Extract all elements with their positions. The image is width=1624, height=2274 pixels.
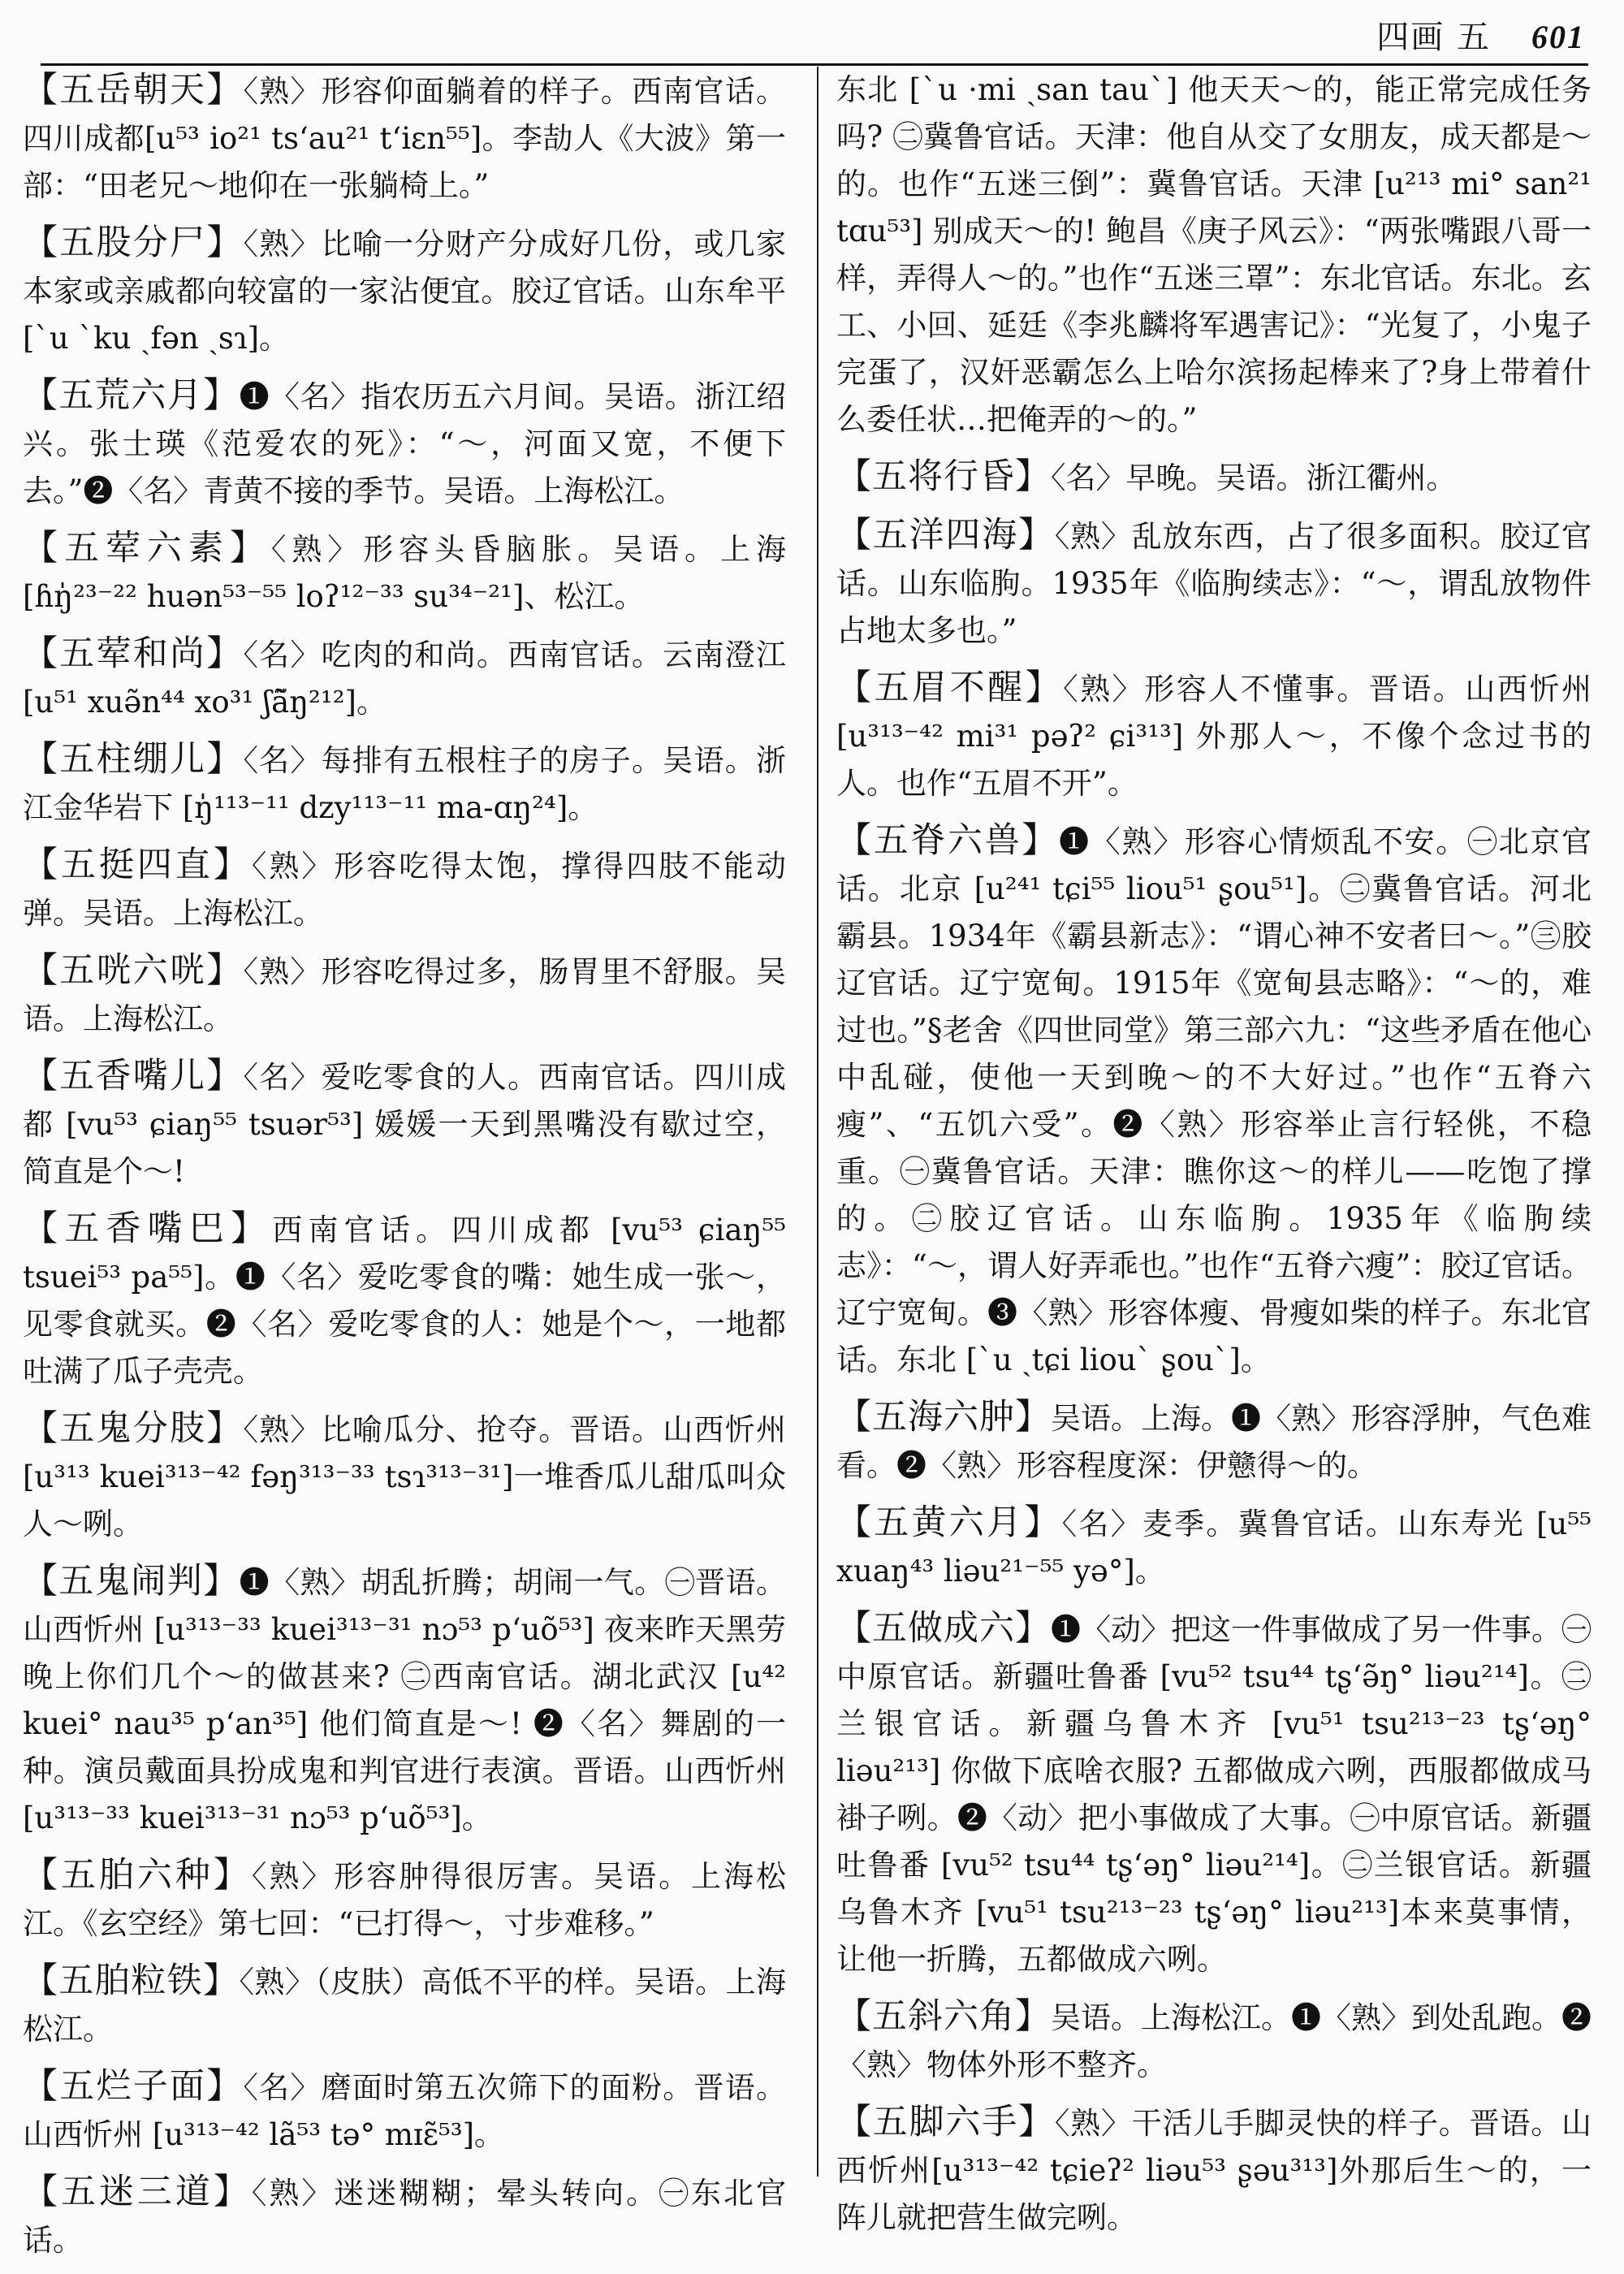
right-column (836, 67, 1592, 2251)
entry-headword: 【五洋四海】 (836, 515, 1055, 556)
entry-definition: 〈熟〉形容吃得过多，肠胃里不舒服。吴语。上海松江。 (23, 954, 787, 1036)
dictionary-entry (23, 1852, 786, 1948)
entry-headword: 【五斜六角】 (836, 1996, 1051, 2037)
entry-headword: 【五荤和尚】 (23, 633, 244, 674)
entry-headword: 【五香嘴儿】 (23, 1056, 244, 1096)
entry-headword: 【五荤六素】 (23, 528, 271, 568)
section-label: 四画 五 (1376, 19, 1491, 56)
entry-definition: 〈名〉麦季。冀鲁官话。山东寿光 [u⁵⁵ xuaŋ⁴³ liəu²¹⁻⁵⁵ yə°]。 (836, 1507, 1592, 1589)
entry-headword: 【五咣六咣】 (23, 950, 244, 991)
entry-definition: ❶〈熟〉形容心情烦乱不安。㊀北京官话。北京 [u²⁴¹ tɕi⁵⁵ liou⁵¹ ʂou⁵¹]。㊁冀鲁官话。河北霸县。1934年《霸县新志》：“谓心神不安者曰～。”㊂胶辽官话。辽宁宽甸。1915年《宽甸县志略》：“～的，难过也。”§老舍《四世同堂》第三部六九：“这些矛盾在他心中乱碰，使他一天到晚～的不大好过。”也作“五脊六瘦”、“五饥六受”。❷〈熟〉形容举止言行轻佻，不稳重。㊀冀鲁官话。天津：瞧你这～的样儿——吃饱了撑的。㊁胶辽官话。山东临朐。1935年《临朐续志》：“～，谓人好弄乖也。”也作“五脊六瘦”：胶辽官话。辽宁宽甸。❸〈熟〉形容体瘦、骨瘦如柴的样子。东北官话。东北 [ˋu ˏtɕi liouˋ ʂouˋ]。 (836, 824, 1592, 1377)
entry-definition: 〈名〉磨面时第五次筛下的面粉。晋语。山西忻州 [u³¹³⁻⁴² lã⁵³ tə° mɪɛ̃⁵³]。 (23, 2070, 787, 2152)
dictionary-entry (836, 1499, 1592, 1595)
entry-headword: 【五黄六月】 (836, 1502, 1062, 1543)
entry-definition: ❶〈动〉把这一件事做成了另一件事。㊀中原官话。新疆吐鲁番 [vu⁵² tsu⁴⁴ tʂʻə̃ŋ° liəu²¹⁴]。㊁兰银官话。新疆乌鲁木齐 [vu⁵¹ tsu²¹³⁻²³ tʂʻəŋ° liəu²¹³] 你做下底啥衣服? 五都做成六咧，西服都做成马褂子咧。❷〈动〉把小事做成了大事。㊀中原官话。新疆吐鲁番 [vu⁵² tsu⁴⁴ tʂʻəŋ° liəu²¹⁴]。㊁兰银官话。新疆乌鲁木齐 [vu⁵¹ tsu²¹³⁻²³ tʂʻəŋ° liəu²¹³]本来莫事情，让他一折腾，五都做成六咧。 (836, 1612, 1592, 1977)
dictionary-entry (836, 1605, 1592, 1983)
dictionary-entry (836, 664, 1592, 807)
entry-definition: ❶〈熟〉胡乱折腾；胡闹一气。㊀晋语。山西忻州 [u³¹³⁻³³ kuei³¹³⁻³¹ nɔ⁵³ pʻuõ⁵³] 夜来昨天黑劳晚上你们几个～的做甚来? ㊁西南官话。湖北武汉 [u⁴² kuei° nau³⁵ pʻan³⁵] 他们简直是～! ❷〈名〉舞剧的一种。演员戴面具扮成鬼和判官进行表演。晋语。山西忻州 [u³¹³⁻³³ kuei³¹³⁻³¹ nɔ⁵³ pʻuõ⁵³]。 (23, 1565, 786, 1835)
entry-definition: 〈名〉早晚。吴语。浙江衢州。 (1051, 460, 1457, 495)
entry-headword: 【五脚六手】 (836, 2102, 1055, 2142)
entry-headword: 【五胉粒铁】 (23, 1961, 240, 2001)
entry-definition: 〈熟〉形容吃得太饱，撑得四肢不能动弹。吴语。上海松江。 (23, 849, 787, 931)
entry-definition: 〈名〉爱吃零食的人。西南官话。四川成都 [vu⁵³ ɕiaŋ⁵⁵ tsuər⁵³] 媛媛一天到黑嘴没有歇过空，简直是个～! (23, 1060, 787, 1189)
entry-definition: 〈熟〉比喻一分财产分成好几份，或几家本家或亲戚都向较富的一家沾便宜。胶辽官话。山东牟平 [ˋu ˋku ˏfən ˏsɿ]。 (23, 227, 787, 356)
entry-headword: 【五鬼闹判】 (23, 1561, 240, 1602)
entry-definition: 〈熟〉比喻瓜分、抢夺。晋语。山西忻州 [u³¹³ kuei³¹³⁻⁴² fəŋ³¹³⁻³³ tsɿ³¹³⁻³¹]一堆香瓜儿甜瓜叫众人～咧。 (23, 1412, 787, 1541)
left-column (23, 67, 786, 2274)
entry-definition: 吴语。上海。❶〈熟〉形容浮肿，气色难看。❷〈熟〉形容程度深：伊戆得～的。 (836, 1401, 1592, 1483)
entry-definition: 吴语。上海松江。❶〈熟〉到处乱跑。❷〈熟〉物体外形不整齐。 (836, 2000, 1592, 2082)
entry-headword: 【五岳朝天】 (23, 70, 244, 110)
dictionary-entry (23, 2063, 786, 2159)
entry-definition: 〈熟〉乱放东西，占了很多面积。胶辽官话。山东临朐。1935年《临朐续志》：“～，谓乱放物件占地太多也。” (836, 519, 1592, 648)
entry-definition: 〈熟〉（皮肤）高低不平的样。吴语。上海松江。 (23, 1965, 786, 2047)
entry-headword: 【五海六肿】 (836, 1397, 1051, 1437)
entry-headword: 【五股分尸】 (23, 223, 244, 263)
dictionary-entry (23, 219, 786, 362)
entry-headword: 【五脊六兽】 (836, 820, 1060, 861)
entry-definition: 西南官话。四川成都 [vu⁵³ ɕiaŋ⁵⁵ tsuei⁵³ pa⁵⁵]。❶〈名〉爱吃零食的嘴：她生成一张～，见零食就买。❷〈名〉爱吃零食的人：她是个～，一地都吐满了瓜子壳壳。 (23, 1213, 786, 1389)
page-number: 601 (1531, 19, 1585, 55)
entry-definition: 〈名〉吃肉的和尚。西南官话。云南澄江 [u⁵¹ xuə̃n⁴⁴ xo³¹ ʃã̃ŋ²¹²]。 (23, 638, 787, 720)
entry-headword: 【五荒六月】 (23, 375, 240, 416)
dictionary-entry (23, 1957, 786, 2053)
entry-headword: 【五香嘴巴】 (23, 1208, 273, 1249)
entry-headword: 【五烂子面】 (23, 2066, 244, 2107)
entry-definition: ❶〈名〉指农历五六月间。吴语。浙江绍兴。张士瑛《范爱农的死》：“～，河面又宽，不便下去。”❷〈名〉青黄不接的季节。吴语。上海松江。 (23, 379, 786, 508)
running-header (1376, 11, 1585, 58)
dictionary-entry (23, 1558, 786, 1842)
entry-definition: 〈熟〉迷迷糊糊；晕头转向。㊀东北官话。 (23, 2176, 787, 2258)
entry-definition: 〈熟〉形容肿得很厉害。吴语。上海松江。《玄空经》第七回：“已打得～，寸步难移。” (23, 1859, 787, 1941)
dictionary-entry (23, 1405, 786, 1548)
dictionary-entry (836, 1993, 1592, 2089)
dictionary-entry (836, 817, 1592, 1384)
dictionary-entry (23, 1205, 786, 1395)
dictionary-entry (23, 372, 786, 515)
entry-headword: 【五柱绷儿】 (23, 739, 244, 780)
dictionary-entry (836, 512, 1592, 655)
entry-definition: 东北 [ˋu ·mi ˏsan tauˋ] 他天天～的，能正常完成任务吗? ㊁冀鲁官话。天津：他自从交了女朋友，成天都是～的。也作“五迷三倒”：冀鲁官话。天津 [u²¹³ mi° san²¹ tɑu⁵³] 别成天～的! 鲍昌《庚子风云》：“两张嘴跟八哥一样，弄得人～的。”也作“五迷三罩”：东北官话。东北。玄工、小回、延廷《李兆麟将军遇害记》：“光复了，小鬼子完蛋了，汉奸恶霸怎么上哈尔滨扬起棒来了?身上带着什么委任状…把俺弄的～的。” (836, 72, 1592, 437)
dictionary-entry (836, 453, 1592, 502)
dictionary-entry (23, 736, 786, 832)
entry-definition: 〈名〉每排有五根柱子的房子。吴语。浙江金华岩下 [ŋ̍¹¹³⁻¹¹ dzy¹¹³⁻¹¹ ma-ɑŋ²⁴]。 (23, 743, 787, 825)
dictionary-entry (23, 947, 786, 1043)
dictionary-entry (23, 841, 786, 937)
entry-headword: 【五挺四直】 (23, 845, 252, 885)
entry-definition: 〈熟〉形容人不懂事。晋语。山西忻州 [u³¹³⁻⁴² mi³¹ pəʔ² ɕi³¹³] 外那人～，不像个念过书的人。也作“五眉不开”。 (836, 672, 1592, 801)
dictionary-entry (836, 2099, 1592, 2242)
dictionary-entry (836, 1394, 1592, 1489)
dictionary-entry (23, 67, 786, 210)
entry-headword: 【五将行昏】 (836, 456, 1051, 497)
dictionary-entry (23, 2168, 786, 2264)
entry-definition: 〈熟〉干活儿手脚灵快的样子。晋语。山西忻州[u³¹³⁻⁴² tɕieʔ² liəu⁵³ ʂəu³¹³]外那后生～的，一阵儿就把营生做完咧。 (836, 2106, 1592, 2235)
column-divider (817, 67, 818, 2177)
dictionary-entry (23, 525, 786, 620)
entry-definition: 〈熟〉形容仰面躺着的样子。西南官话。四川成都[u⁵³ io²¹ tsʻau²¹ tʻiɛn⁵⁵]。李劼人《大波》第一部：“田老兄～地仰在一张躺椅上。” (23, 74, 787, 203)
entry-headword: 【五做成六】 (836, 1608, 1051, 1649)
entry-headword: 【五鬼分肢】 (23, 1408, 244, 1449)
header-rule (41, 63, 1588, 66)
entry-headword: 【五胉六种】 (23, 1855, 252, 1896)
dictionary-entry (23, 630, 786, 726)
entry-definition: 〈熟〉形容头昏脑胀。吴语。上海[ɦŋ̍²³⁻²² huən⁵³⁻⁵⁵ loʔ¹²⁻³³ su³⁴⁻²¹]、松江。 (23, 532, 787, 614)
dictionary-entry (23, 1053, 786, 1195)
entry-headword: 【五眉不醒】 (836, 668, 1064, 708)
dictionary-entry (836, 67, 1592, 443)
entry-headword: 【五迷三道】 (23, 2172, 252, 2212)
